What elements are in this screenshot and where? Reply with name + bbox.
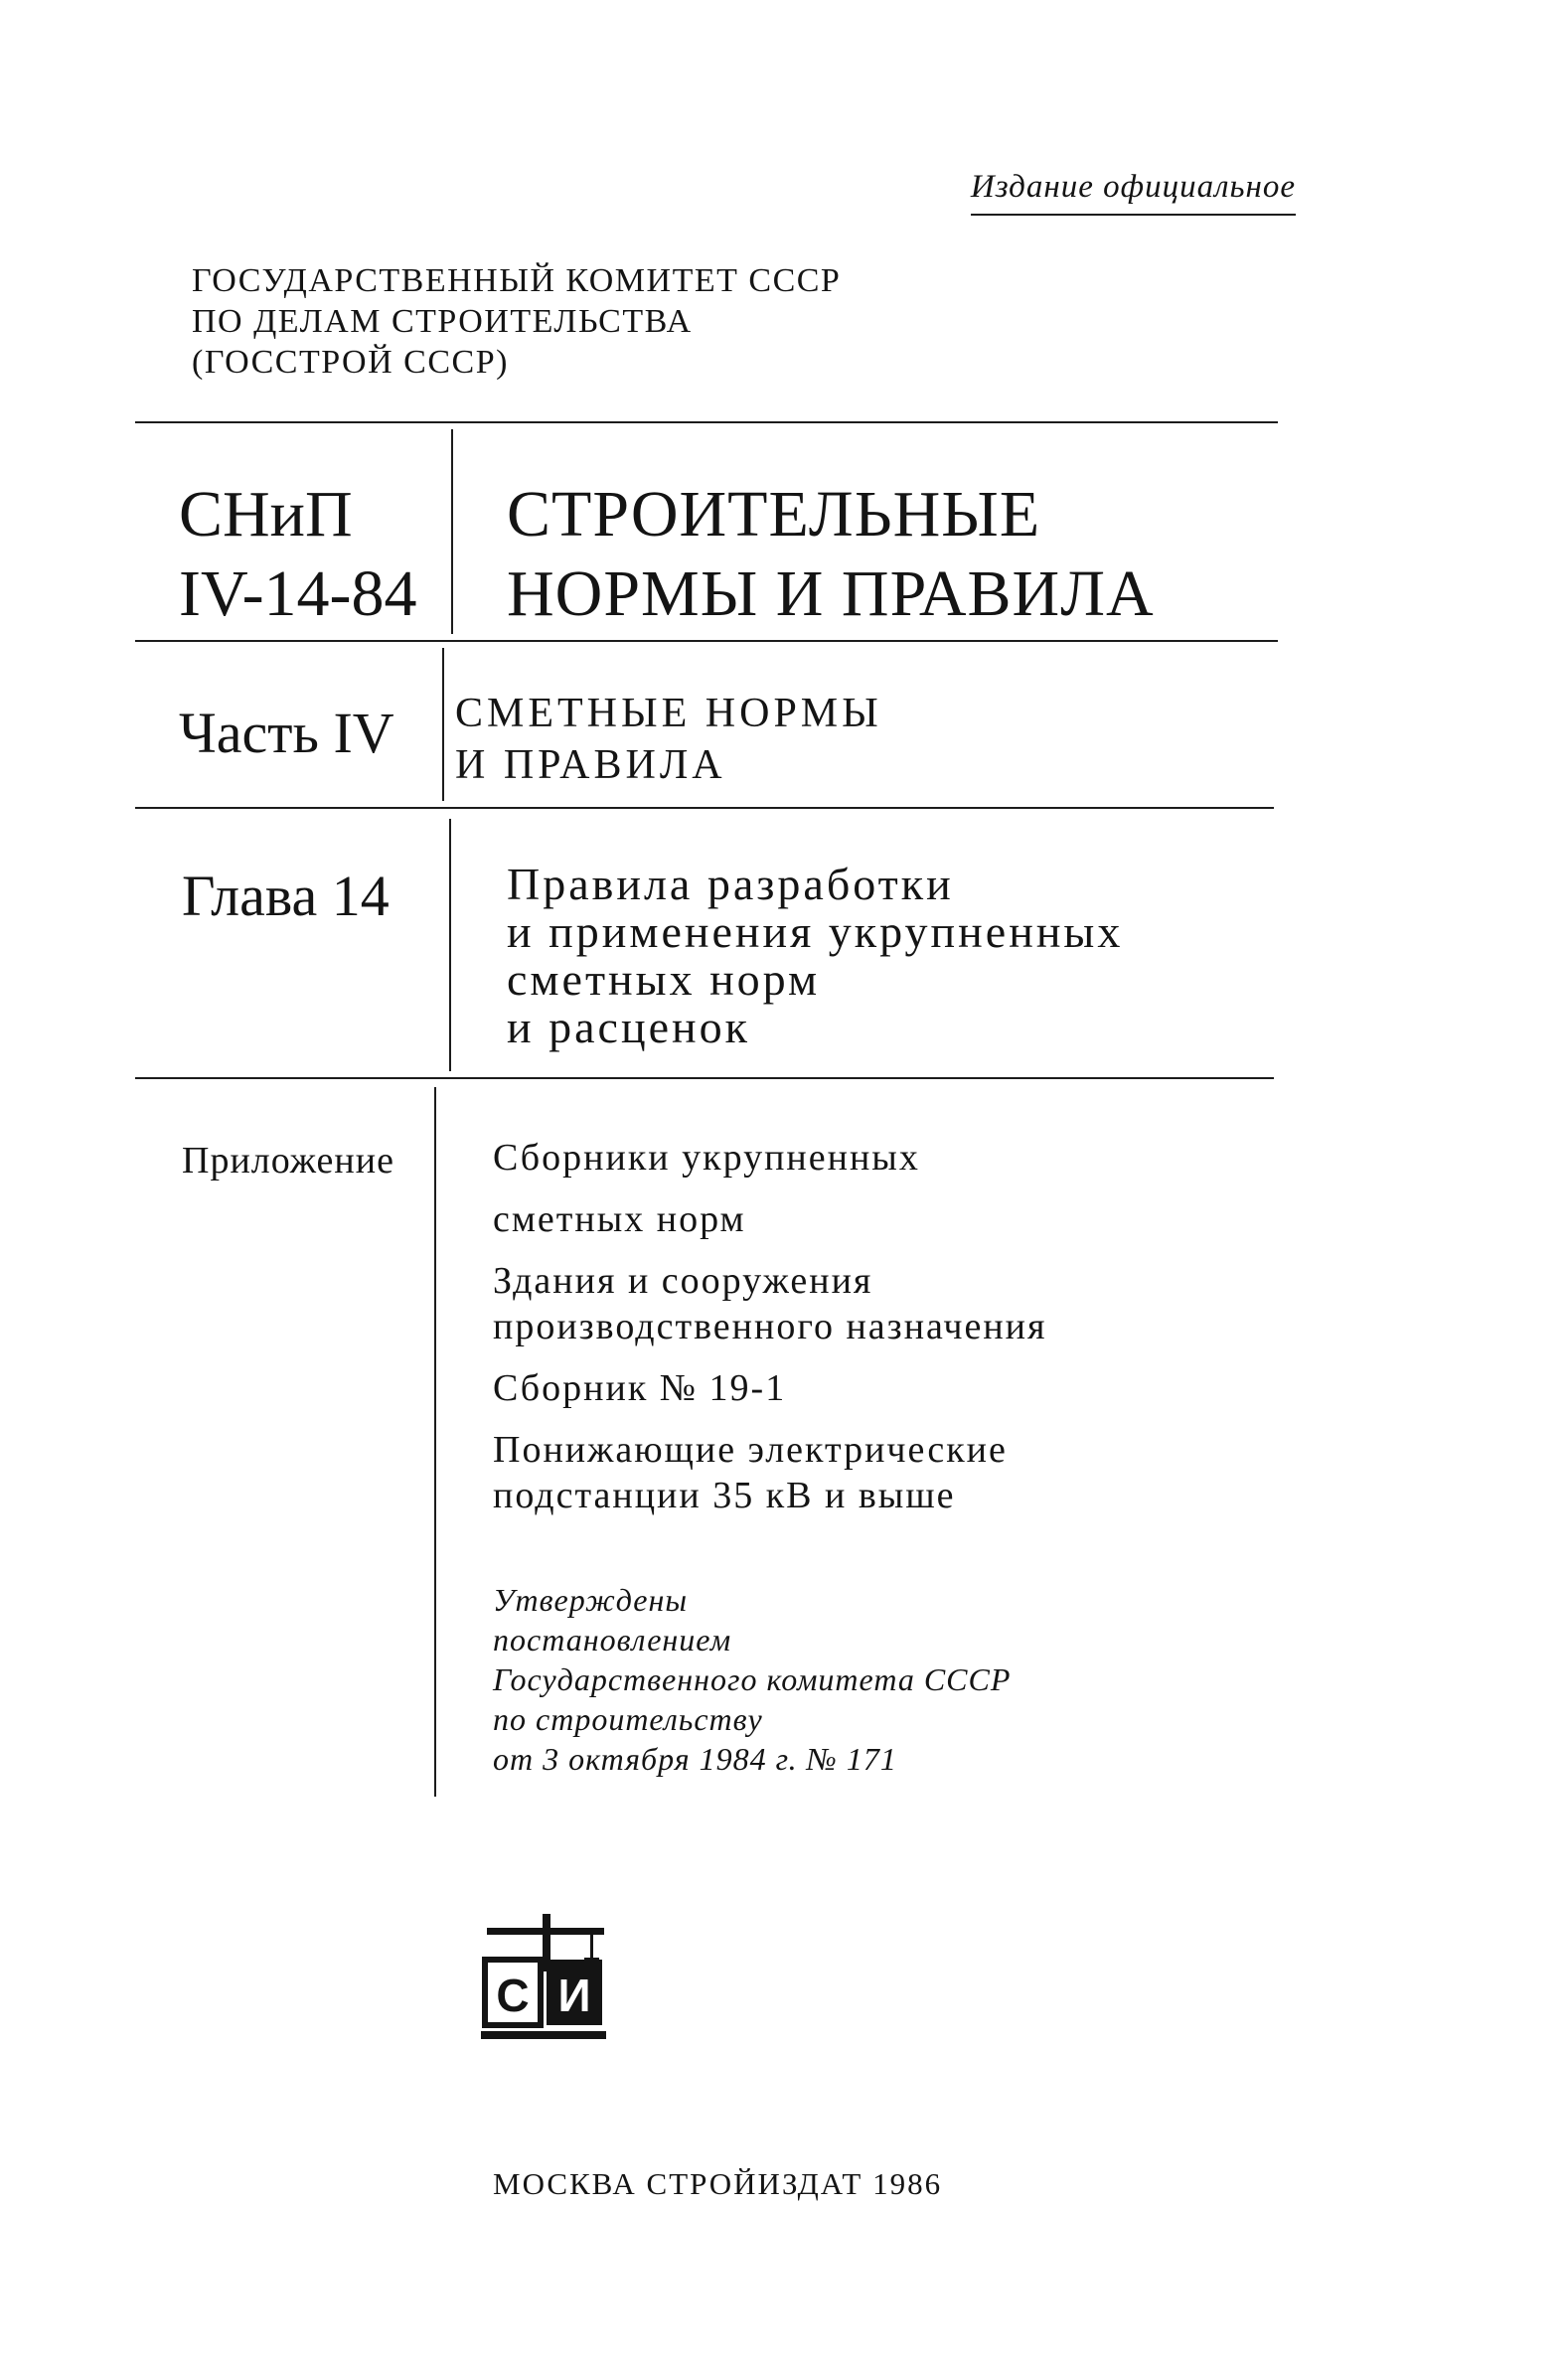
- column-divider-chapter: [449, 819, 451, 1071]
- chapter-title: [507, 861, 1123, 1051]
- divider-after-part: [135, 807, 1274, 809]
- appendix-collection-line: Сборники укрупненных: [493, 1137, 920, 1179]
- publisher-imprint: МОСКВА СТРОЙИЗДАТ 1986: [493, 2166, 943, 2201]
- approval-line: Утверждены: [493, 1582, 689, 1618]
- chapter-title-line: и применения укрупненных: [507, 906, 1124, 957]
- snip-code-abbr: СНиП: [179, 478, 353, 551]
- divider-top: [135, 421, 1278, 423]
- divider-after-chapter: [135, 1077, 1274, 1079]
- appendix-collection-number: Сборник № 19-1: [493, 1367, 787, 1409]
- chapter-title-line: и расценок: [507, 1002, 750, 1052]
- appendix-category-line: Здания и сооружения: [493, 1260, 873, 1302]
- column-divider-appendix: [434, 1087, 436, 1797]
- appendix-body: [493, 1135, 1047, 1518]
- chapter-title-line: Правила разработки: [507, 859, 954, 909]
- organization-line: (ГОССТРОЙ СССР): [192, 344, 509, 381]
- column-divider-part: [442, 648, 444, 801]
- approval-line: от 3 октября 1984 г. № 171: [493, 1741, 897, 1777]
- stroyizdat-logo: [481, 1914, 610, 2043]
- part-title-line: СМЕТНЫЕ НОРМЫ: [455, 691, 882, 736]
- snip-title: [507, 475, 1155, 634]
- organization-line: ПО ДЕЛАМ СТРОИТЕЛЬСТВА: [192, 303, 693, 340]
- approval-line: по строительству: [493, 1701, 763, 1737]
- divider-after-snip: [135, 640, 1278, 642]
- snip-title-line: НОРМЫ И ПРАВИЛА: [507, 557, 1155, 630]
- approval-note: [493, 1580, 1011, 1779]
- snip-code-number: IV-14-84: [179, 557, 417, 630]
- snip-code: [179, 475, 417, 634]
- approval-line: постановлением: [493, 1622, 732, 1657]
- appendix-subject-line: подстанции 35 кВ и выше: [493, 1475, 956, 1516]
- chapter-title-line: сметных норм: [507, 954, 821, 1005]
- logo-letter-s: С: [496, 1970, 530, 2021]
- chapter-label: Глава 14: [182, 864, 390, 928]
- column-divider-snip: [451, 429, 453, 634]
- appendix-subject-line: Понижающие электрические: [493, 1429, 1008, 1471]
- official-edition-mark: Издание официальное: [971, 169, 1296, 216]
- approval-line: Государственного комитета СССР: [493, 1661, 1012, 1697]
- part-title-line: И ПРАВИЛА: [455, 742, 726, 788]
- part-title: [455, 688, 882, 791]
- organization-line: ГОСУДАРСТВЕННЫЙ КОМИТЕТ СССР: [192, 262, 842, 299]
- part-label: Часть IV: [179, 701, 394, 765]
- snip-title-line: СТРОИТЕЛЬНЫЕ: [507, 478, 1041, 551]
- appendix-label: Приложение: [182, 1140, 394, 1182]
- logo-letter-i: И: [557, 1970, 591, 2021]
- appendix-collection-line: сметных норм: [493, 1198, 746, 1240]
- appendix-category-line: производственного назначения: [493, 1306, 1047, 1347]
- organization-block: [192, 260, 841, 383]
